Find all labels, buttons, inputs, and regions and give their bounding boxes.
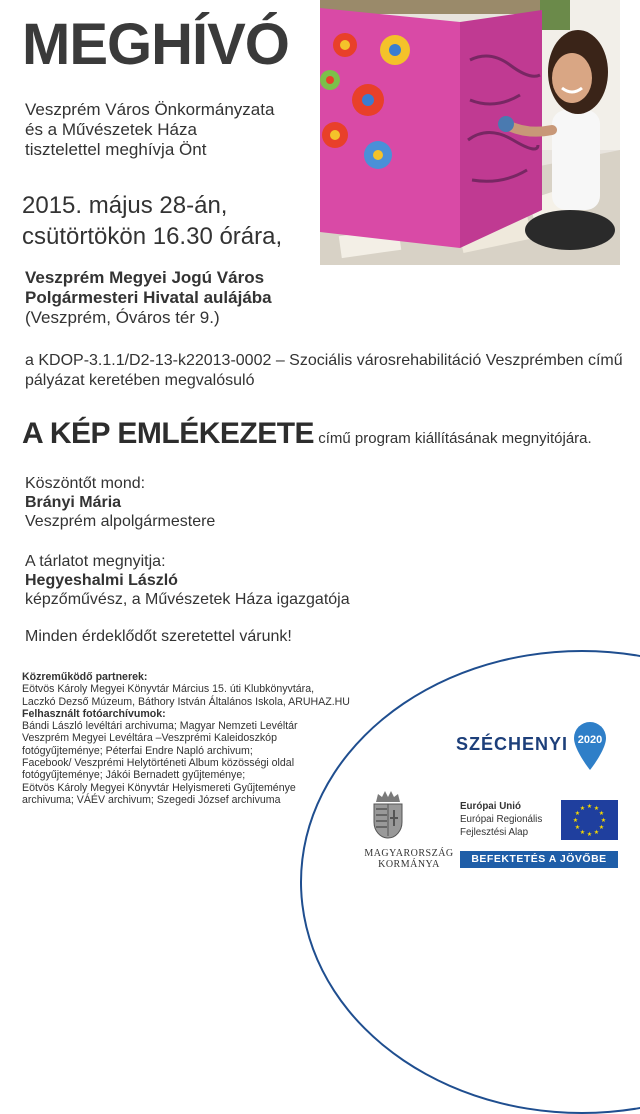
opening-speaker-role: képzőművész, a Művészetek Háza igazgatója (25, 591, 350, 608)
partners-heading: Közreműködő partnerek: (22, 671, 148, 683)
venue-address: (Veszprém, Óváros tér 9.) (25, 308, 220, 327)
credits (22, 671, 352, 806)
svg-text:★: ★ (586, 803, 593, 810)
szechenyi-logo-text: SZÉCHENYI (456, 734, 569, 754)
archives-line: Facebook/ Veszprémi Helytörténeti Album közösségi oldal (22, 757, 295, 770)
archives-line: Bándi László levéltári archivuma; Magyar Nemzeti Levéltár (22, 720, 298, 733)
partners-line: Eötvös Károly Megyei Könyvtár Március 15. úti Klubkönyvtára, (22, 683, 315, 696)
opening-label: A tárlatot megnyitja: (25, 553, 166, 570)
szechenyi-year: 2020 (577, 734, 603, 746)
eu-name: Európai Unió (460, 801, 521, 812)
exhibition-title (22, 417, 592, 451)
archives-heading: Felhasznált fotóarchívumok: (22, 707, 166, 720)
page-title: MEGHÍVÓ (22, 12, 289, 77)
szechenyi-pin-icon (572, 720, 608, 777)
svg-text:★: ★ (572, 817, 579, 824)
project-text: a KDOP-3.1.1/D2-13-k22013-0002 – Szociális városrehabilitáció Veszprémben című pályázat keretében megvalósuló (25, 352, 623, 389)
intro-line: Veszprém Város Önkormányzata (25, 100, 275, 119)
eu-flag-icon (561, 800, 618, 845)
svg-text:★: ★ (574, 824, 581, 831)
hungarian-crest-icon (368, 790, 408, 849)
intro-line: és a Művészetek Háza (25, 120, 197, 139)
archives-line: Veszprém Megyei Levéltára –Veszprémi Kaleidoszkóp (22, 732, 277, 745)
eu-fund-text (460, 800, 542, 839)
government-line: MAGYARORSZÁG (364, 848, 454, 859)
invitation-intro (25, 100, 274, 160)
greeting-speaker-name: Brányi Mária (25, 494, 122, 511)
eu-fund-line: Fejlesztési Alap (460, 827, 529, 838)
exhibition-name: A KÉP EMLÉKEZETE (22, 417, 315, 450)
opening-block (25, 552, 350, 609)
greeting-speaker-role: Veszprém alpolgármestere (25, 513, 216, 530)
svg-text:★: ★ (574, 810, 581, 817)
intro-line: tisztelettel meghívja Önt (25, 140, 207, 159)
exhibition-suffix: című program kiállításának megnyitójára. (314, 430, 592, 447)
svg-text:★: ★ (600, 817, 607, 824)
svg-text:★: ★ (586, 831, 593, 838)
partners-line: Laczkó Dezső Múzeum, Báthory István Általános Iskola, ARUHAZ.HU (22, 695, 350, 708)
svg-text:★: ★ (598, 810, 605, 817)
date-line: 2015. május 28-án, (22, 192, 228, 219)
archives-line: archivuma; VÁÉV archivum; Szegedi József archivuma (22, 793, 281, 806)
event-date (22, 190, 282, 252)
eu-fund-line: Európai Regionális (460, 814, 543, 825)
svg-text:★: ★ (598, 824, 605, 831)
svg-text:★: ★ (579, 829, 586, 836)
government-line: KORMÁNYA (378, 859, 440, 870)
archives-line: fotógyűjteménye; Jákói Bernadett gyűjteménye; (22, 769, 246, 782)
opening-speaker-name: Hegyeshalmi László (25, 572, 178, 589)
investment-banner: BEFEKTETÉS A JÖVŐBE (460, 851, 618, 868)
svg-text:★: ★ (579, 805, 586, 812)
archives-line: Eötvös Károly Megyei Könyvtár Helyismereti Gyűjteménye (22, 781, 296, 794)
greeting-label: Köszöntőt mond: (25, 475, 146, 492)
svg-text:★: ★ (593, 805, 600, 812)
archives-line: fotógyűjteménye; Péterfai Endre Napló archivum; (22, 744, 253, 757)
girl-painting-box-photo (320, 0, 620, 265)
government-name (353, 848, 465, 870)
greeting-block (25, 474, 215, 531)
svg-text:★: ★ (593, 829, 600, 836)
venue-name-line: Polgármesteri Hivatal aulájába (25, 288, 272, 307)
venue-name-line: Veszprém Megyei Jogú Város (25, 268, 265, 287)
event-venue (25, 268, 272, 328)
time-line: csütörtökön 16.30 órára, (22, 223, 283, 250)
welcome-text: Minden érdeklődőt szeretettel várunk! (25, 628, 292, 645)
